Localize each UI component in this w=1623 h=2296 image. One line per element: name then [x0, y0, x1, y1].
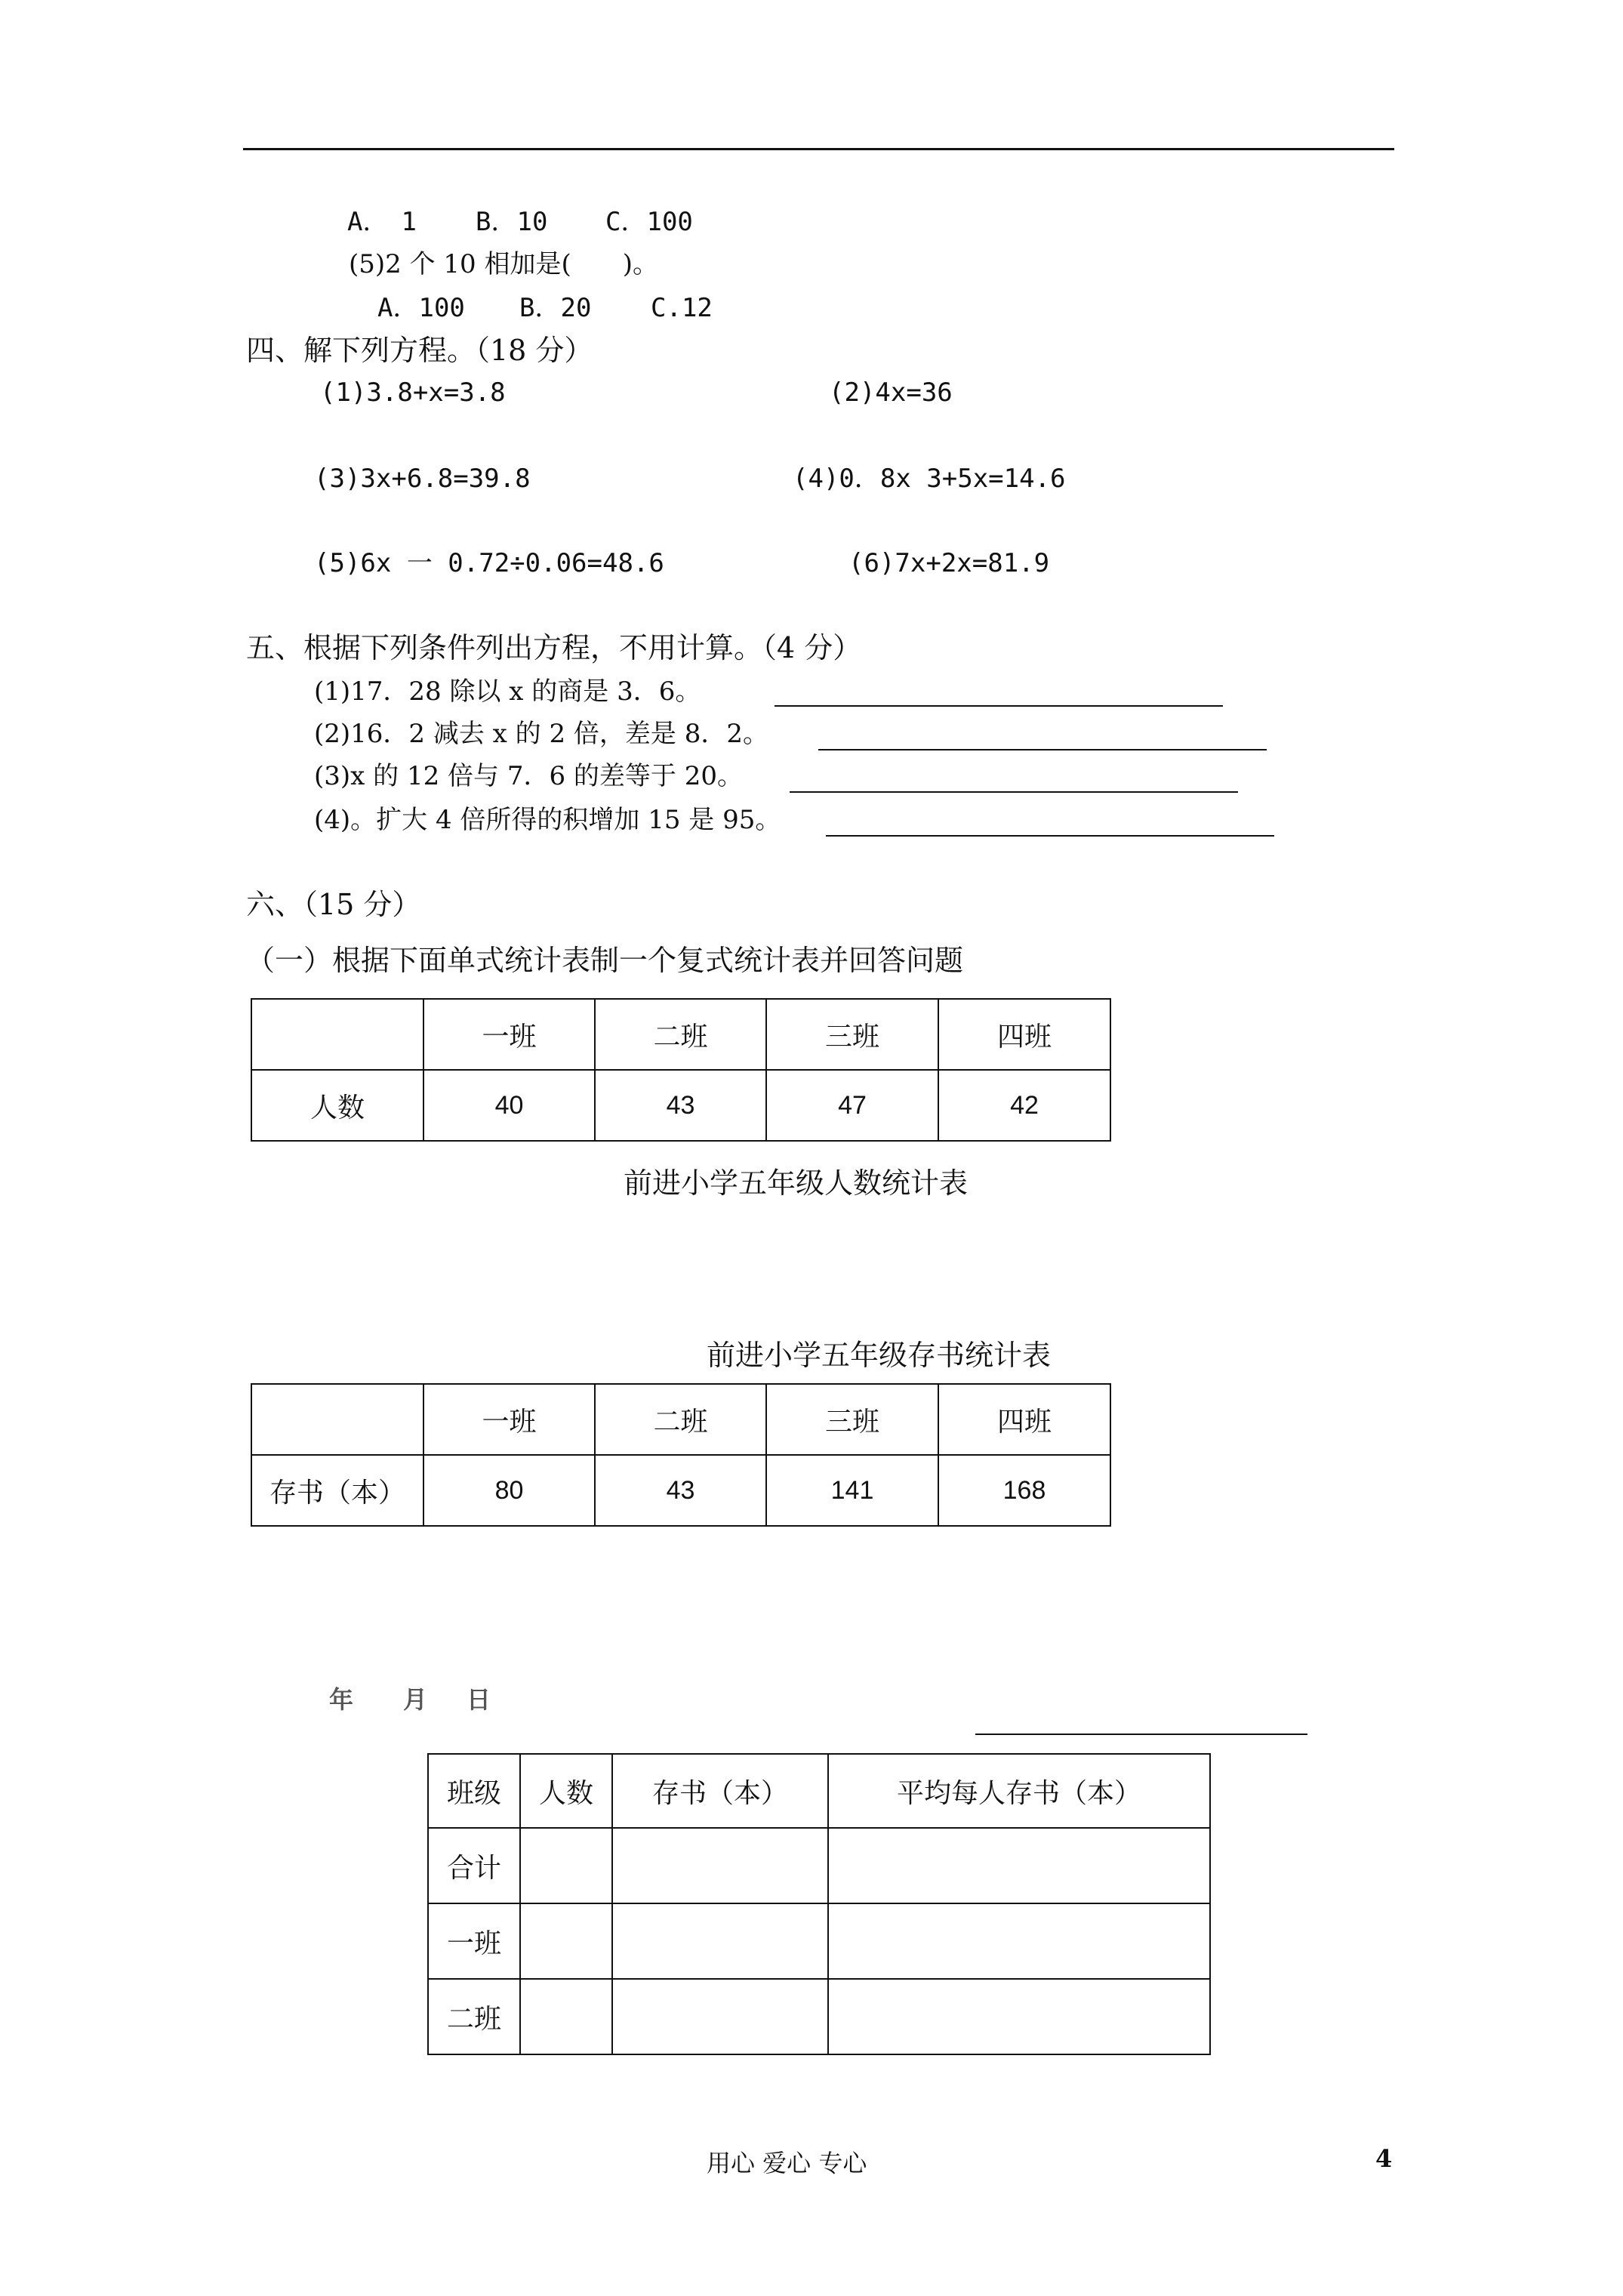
table1-row-label: 人数 [251, 1070, 423, 1141]
table1-col-class4: 四班 [938, 999, 1110, 1070]
equation-4: (4)0．8x 3+5x=14.6 [793, 464, 1066, 494]
date-month-label: 月 [403, 1685, 428, 1714]
table3-input-cell[interactable] [612, 1903, 828, 1979]
table2-cell: 43 [595, 1455, 766, 1526]
footer-motto: 用心 爱心 专心 [707, 2149, 867, 2177]
condition-4: (4)。扩大 4 倍所得的积增加 15 是 95。 [314, 805, 781, 835]
table3-row-total: 合计 [428, 1828, 520, 1903]
answer-blank-4[interactable] [826, 835, 1274, 837]
condition-1: (1)17．28 除以 x 的商是 3．6。 [314, 676, 701, 707]
table3-input-cell[interactable] [828, 1979, 1210, 2054]
table2-col-class2: 二班 [595, 1384, 766, 1455]
section6-subheading: （一）根据下面单式统计表制一个复式统计表并回答问题 [246, 944, 964, 977]
date-year-label: 年 [329, 1685, 354, 1714]
table3-row-class2: 二班 [428, 1979, 520, 2054]
table2-col-class4: 四班 [938, 1384, 1110, 1455]
table1-cell: 42 [938, 1070, 1110, 1141]
answer-blank-1[interactable] [775, 705, 1223, 707]
equation-6: (6)7x+2x=81.9 [848, 548, 1050, 578]
table3-input-cell[interactable] [612, 1828, 828, 1903]
page-number: 4 [1375, 2144, 1393, 2173]
date-day-label: 日 [467, 1685, 491, 1714]
section4-heading: 四、解下列方程。（18 分） [246, 334, 593, 367]
q5-option-a: A．100 [377, 293, 465, 323]
table2-corner [251, 1384, 423, 1455]
table3-input-cell[interactable] [828, 1903, 1210, 1979]
equation-2: (2)4x=36 [829, 378, 953, 408]
table3-input-cell[interactable] [828, 1828, 1210, 1903]
table3-row-class1: 一班 [428, 1903, 520, 1979]
option-b: B．10 [476, 207, 548, 237]
table1-col-class2: 二班 [595, 999, 766, 1070]
table2-cell: 141 [766, 1455, 938, 1526]
book-count-table [251, 1383, 1111, 1527]
q5-option-b: B．20 [519, 293, 592, 323]
answer-blank-3[interactable] [790, 791, 1238, 793]
equation-1: (1)3.8+x=3.8 [320, 378, 506, 408]
answer-blank-2[interactable] [818, 749, 1267, 750]
table2-col-class1: 一班 [423, 1384, 595, 1455]
section6-heading: 六、（15 分） [246, 888, 421, 921]
table1-col-class1: 一班 [423, 999, 595, 1070]
table1-corner [251, 999, 423, 1070]
table3-input-cell[interactable] [520, 1979, 612, 2054]
equation-3: (3)3x+6.8=39.8 [314, 464, 531, 494]
table3-header-class: 班级 [428, 1754, 520, 1828]
table3-input-cell[interactable] [520, 1828, 612, 1903]
table3-header-count: 人数 [520, 1754, 612, 1828]
table1-cell: 40 [423, 1070, 595, 1141]
table2-col-class3: 三班 [766, 1384, 938, 1455]
table2-cell: 80 [423, 1455, 595, 1526]
equation-5: (5)6x 一 0.72÷0.06=48.6 [314, 548, 664, 578]
title-blank[interactable] [975, 1734, 1307, 1735]
question-5: (5)2 个 10 相加是( )。 [349, 249, 659, 279]
compound-stat-table[interactable] [427, 1753, 1211, 2055]
table2-row-label: 存书（本） [251, 1455, 423, 1526]
table3-input-cell[interactable] [520, 1903, 612, 1979]
option-a: A． 1 [347, 207, 417, 237]
option-c: C．100 [605, 207, 693, 237]
table1-cell: 47 [766, 1070, 938, 1141]
table1-caption: 前进小学五年级人数统计表 [624, 1166, 969, 1200]
q5-option-c: C.12 [651, 293, 713, 323]
table1-cell: 43 [595, 1070, 766, 1141]
table3-input-cell[interactable] [612, 1979, 828, 2054]
section5-heading: 五、根据下列条件列出方程，不用计算。（4 分） [246, 631, 862, 664]
table2-caption: 前进小学五年级存书统计表 [707, 1339, 1052, 1372]
table2-cell: 168 [938, 1455, 1110, 1526]
condition-3: (3)x 的 12 倍与 7．6 的差等于 20。 [314, 761, 743, 791]
header-rule [243, 148, 1394, 150]
table3-header-books: 存书（本） [612, 1754, 828, 1828]
class-count-table [251, 998, 1111, 1142]
condition-2: (2)16．2 减去 x 的 2 倍，差是 8．2。 [314, 719, 768, 749]
table1-col-class3: 三班 [766, 999, 938, 1070]
table3-header-average: 平均每人存书（本） [828, 1754, 1210, 1828]
